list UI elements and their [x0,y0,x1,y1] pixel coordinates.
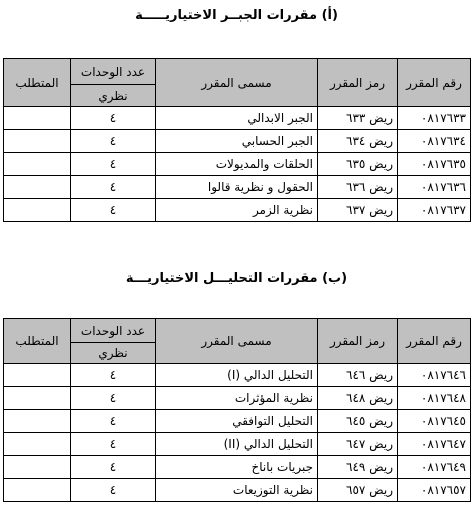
header-units: عدد الوحدات [71,319,156,343]
course-number-cell: ٠٨١٧٦٤٨ [398,387,471,410]
course-units-cell: ٤ [71,130,156,153]
course-number-cell: ٠٨١٧٦٤٧ [398,433,471,456]
course-name-cell: نظرية المؤثرات [156,387,318,410]
table-row [4,130,471,153]
table-row [4,153,471,176]
course-code-cell: ريض ٦٤٦ [318,364,398,387]
header-units: عدد الوحدات [71,59,156,85]
course-prereq-cell [4,387,71,410]
course-name-cell: نظرية الزمر [156,199,318,222]
course-prereq-cell [4,130,71,153]
course-name-cell: جبريات باناخ [156,456,318,479]
table-row [4,433,471,456]
table-header-row [4,59,471,85]
course-name-cell: التحليل الدالي (I) [156,364,318,387]
header-course-name: مسمى المقرر [156,59,318,107]
course-number-cell: ٠٨١٧٦٣٣ [398,107,471,130]
course-number-cell: ٠٨١٧٦٥٧ [398,479,471,502]
course-name-cell: الجبر الحسابي [156,130,318,153]
course-number-cell: ٠٨١٧٦٤٦ [398,364,471,387]
table-row [4,199,471,222]
header-course-code: رمز المقرر [318,59,398,107]
header-prerequisite: المتطلب [4,319,71,364]
table-header-row [4,319,471,343]
course-prereq-cell [4,107,71,130]
course-units-cell: ٤ [71,176,156,199]
course-code-cell: ريض ٦٣٥ [318,153,398,176]
course-prereq-cell [4,433,71,456]
analysis-courses-table [3,318,471,502]
course-prereq-cell [4,153,71,176]
table-row [4,410,471,433]
course-units-cell: ٤ [71,199,156,222]
course-prereq-cell [4,199,71,222]
course-number-cell: ٠٨١٧٦٤٩ [398,456,471,479]
course-units-cell: ٤ [71,410,156,433]
course-prereq-cell [4,410,71,433]
course-name-cell: التحليل الدالي (II) [156,433,318,456]
course-name-cell: الحقول و نظرية قالوا [156,176,318,199]
course-code-cell: ريض ٦٤٧ [318,433,398,456]
course-code-cell: ريض ٦٣٧ [318,199,398,222]
header-course-number: رقم المقرر [398,319,471,364]
course-code-cell: ريض ٦٣٤ [318,130,398,153]
course-number-cell: ٠٨١٧٦٣٦ [398,176,471,199]
table-row [4,456,471,479]
course-number-cell: ٠٨١٧٦٣٧ [398,199,471,222]
course-number-cell: ٠٨١٧٦٤٥ [398,410,471,433]
course-code-cell: ريض ٦٤٨ [318,387,398,410]
course-units-cell: ٤ [71,364,156,387]
table-row [4,479,471,502]
course-prereq-cell [4,456,71,479]
course-code-cell: ريض ٦٣٣ [318,107,398,130]
course-prereq-cell [4,479,71,502]
section-title-algebra: (أ) مقررات الجبــر الاختياريـــــة [135,8,338,23]
course-number-cell: ٠٨١٧٦٣٥ [398,153,471,176]
course-code-cell: ريض ٦٥٧ [318,479,398,502]
header-units-theory: نظري [71,85,156,107]
section-title-analysis: (ب) مقررات التحليـــل الاختياريـــة [125,271,348,286]
algebra-courses-table [3,58,471,222]
course-code-cell: ريض ٦٤٩ [318,456,398,479]
course-number-cell: ٠٨١٧٦٣٤ [398,130,471,153]
header-course-name: مسمى المقرر [156,319,318,364]
table-row [4,107,471,130]
table-row [4,364,471,387]
course-name-cell: التحليل التوافقي [156,410,318,433]
table-row [4,176,471,199]
header-prerequisite: المتطلب [4,59,71,107]
course-units-cell: ٤ [71,456,156,479]
course-name-cell: الحلقات والمديولات [156,153,318,176]
course-code-cell: ريض ٦٣٦ [318,176,398,199]
header-course-number: رقم المقرر [398,59,471,107]
course-units-cell: ٤ [71,387,156,410]
course-prereq-cell [4,176,71,199]
header-course-code: رمز المقرر [318,319,398,364]
course-code-cell: ريض ٦٤٥ [318,410,398,433]
table-row [4,387,471,410]
course-units-cell: ٤ [71,433,156,456]
course-units-cell: ٤ [71,479,156,502]
course-name-cell: نظرية التوزيعات [156,479,318,502]
course-units-cell: ٤ [71,153,156,176]
course-name-cell: الجبر الابدالي [156,107,318,130]
header-units-theory: نظري [71,343,156,364]
course-prereq-cell [4,364,71,387]
course-units-cell: ٤ [71,107,156,130]
